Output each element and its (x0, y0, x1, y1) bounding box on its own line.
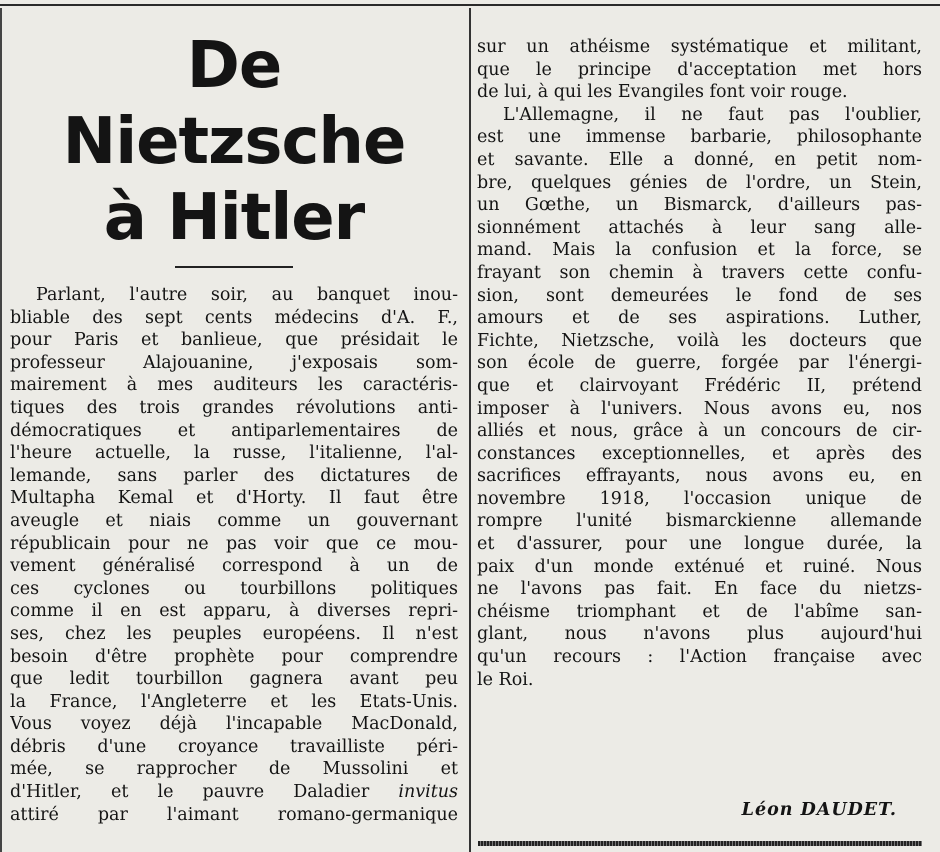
text-line: est une immense barbarie, philosophante (477, 127, 922, 148)
text-line: chéisme triomphant et de l'abîme san- (477, 601, 922, 622)
right-column (477, 36, 922, 691)
text-line: la France, l'Angleterre et les Etats-Unis. (10, 691, 458, 712)
text-line: son école de guerre, forgée par l'énergi- (477, 353, 922, 374)
text-line: rompre l'unité bismarckienne allemande (477, 511, 922, 532)
text-line: ses, chez les peuples européens. Il n'est (10, 623, 458, 644)
text-line: novembre 1918, l'occasion unique de (477, 488, 922, 509)
text-line: le Roi. (477, 669, 534, 690)
text-line: et d'assurer, pour une longue durée, la (477, 534, 922, 555)
text-line: lemande, sans parler des dictatures de (10, 465, 458, 486)
text-line: professeur Alajouanine, j'exposais som- (10, 352, 458, 373)
text-line: républicain pour ne pas voir que ce mou- (10, 533, 458, 554)
author-signature: Léon DAUDET. (741, 800, 897, 820)
text-line: un Gœthe, un Bismarck, d'ailleurs pas- (477, 195, 922, 216)
italic-word: invitus (398, 782, 458, 803)
text-line: Vous voyez déjà l'incapable MacDonald, (10, 714, 458, 735)
text-line: amours et de ses aspirations. Luther, (477, 308, 922, 329)
text-line: sur un athéisme systématique et militant, (477, 37, 922, 57)
text-line: constances exceptionnelles, et après des (477, 443, 922, 464)
text-line: de lui, à qui les Evangiles font voir rouge. (477, 82, 848, 103)
text-line: démocratiques et antiparlementaires de (10, 420, 458, 441)
left-border (0, 8, 2, 852)
text-line: paix d'un monde exténué et ruiné. Nous (477, 556, 922, 577)
text-line: tiques des trois grandes révolutions anti- (10, 397, 458, 418)
title-line-2: à Hitler (103, 181, 365, 255)
text-line: Multapha Kemal et d'Horty. Il faut être (10, 488, 458, 509)
text-line: glant, nous n'avons plus aujourd'hui (477, 624, 922, 645)
text-line: Parlant, l'autre soir, au banquet inou- (36, 285, 458, 305)
text-line: débris d'une croyance travailliste péri- (10, 736, 458, 757)
text-line: imposer à l'univers. Nous avons eu, nos (477, 398, 922, 419)
text-line: que et clairvoyant Frédéric II, prétend (477, 375, 922, 396)
text-line: l'heure actuelle, la russe, l'italienne, l'al- (10, 443, 458, 464)
text-line: bliable des sept cents médecins d'A. F., (10, 307, 458, 328)
text-line: alliés et nous, grâce à un concours de cir- (477, 421, 922, 442)
text-line: besoin d'être prophète pour comprendre (10, 646, 458, 667)
text-line: mée, se rapprocher de Mussolini et (10, 759, 458, 780)
text-line: qu'un recours : l'Action française avec (477, 647, 922, 668)
left-column-text (10, 284, 458, 826)
text-line: comme il en est apparu, à diverses repri- (10, 601, 458, 622)
text-line-with-italic (10, 781, 458, 804)
text-line: ces cyclones ou tourbillons politiques (10, 578, 458, 599)
column-divider (469, 8, 471, 852)
text-line: sacrifices effrayants, nous avons eu, en (477, 466, 922, 487)
left-column (10, 28, 458, 826)
text-line: mairement à mes auditeurs les caractéris- (10, 375, 458, 396)
text-line: que ledit tourbillon gagnera avant peu (10, 669, 458, 690)
title-rule (175, 266, 293, 268)
text-line: pour Paris et banlieue, que présidait le (10, 330, 458, 351)
text-line: et savante. Elle a donné, en petit nom- (477, 149, 922, 170)
text-line: sionnément attachés à leur sang alle- (477, 217, 922, 238)
text-line: bre, quelques génies de l'ordre, un Stein, (477, 172, 922, 193)
text-line: que le principe d'acceptation met hors (477, 59, 922, 80)
text-line: ne l'avons pas fait. En face du nietzs- (477, 579, 922, 600)
text-line: vement généralisé correspond à un de (10, 556, 458, 577)
text-fragment: d'Hitler, et le pauvre Daladier (10, 782, 370, 803)
text-line: frayant son chemin à travers cette confu- (477, 262, 922, 283)
text-line: sion, sont demeurées le fond de ses (477, 285, 922, 306)
article-title (10, 28, 458, 256)
text-line: Fichte, Nietzsche, voilà les docteurs que (477, 330, 922, 351)
text-line: aveugle et niais comme un gouvernant (10, 510, 458, 531)
text-line: L'Allemagne, il ne faut pas l'oublier, (503, 104, 922, 125)
bottom-rule (478, 841, 922, 846)
right-column-text (477, 36, 922, 691)
text-line: mand. Mais la confusion et la force, se (477, 240, 922, 261)
top-rule (0, 4, 940, 6)
title-line-1: De Nietzsche (62, 29, 406, 179)
text-line: attiré par l'aimant romano-germanique (10, 804, 458, 825)
